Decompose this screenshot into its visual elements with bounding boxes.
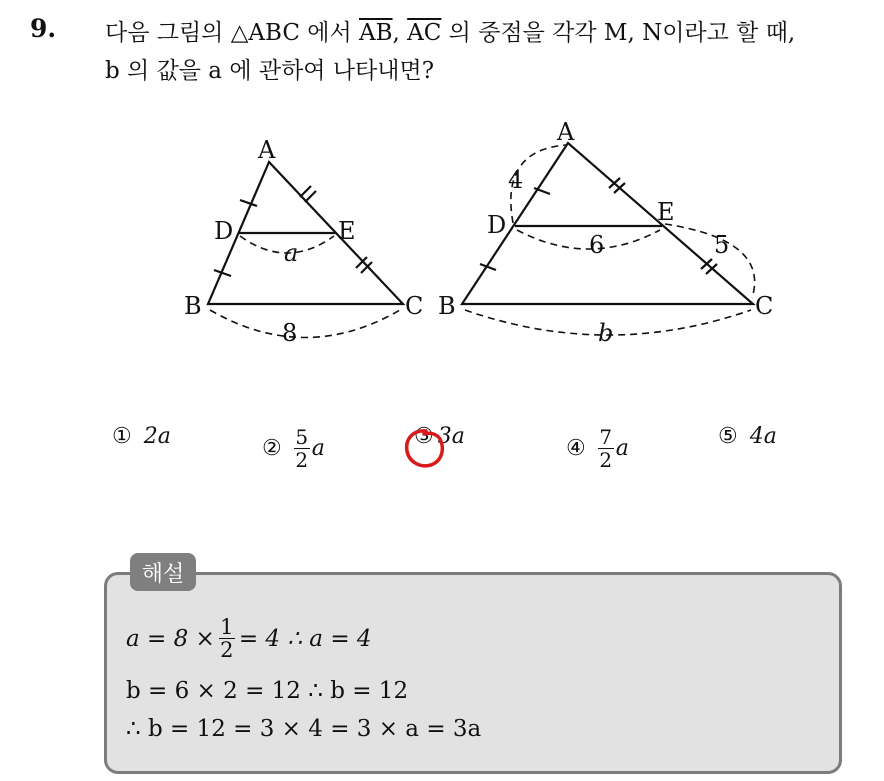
right-label-c: C — [755, 292, 774, 320]
right-label-d: D — [487, 211, 507, 239]
question-number: 9. — [30, 14, 57, 43]
choice-3[interactable]: ③ 3a — [414, 424, 465, 449]
solution-tag: 해설 — [130, 553, 196, 591]
left-de-value: a — [284, 239, 299, 267]
right-label-e: E — [657, 198, 675, 226]
triangle-figure — [0, 110, 884, 370]
solution-box — [104, 572, 842, 774]
solution-line-2: b = 6 × 2 = 12 ∴ b = 12 — [126, 678, 409, 704]
question-text — [105, 14, 865, 90]
answer-mark-icon — [402, 426, 448, 472]
question-line-2: b 의 값을 a 에 관하여 나타내면? — [105, 58, 435, 84]
left-label-d: D — [214, 217, 234, 245]
segment-ab: $\overline{AB}$ — [359, 20, 393, 46]
fraction: $\frac{5}{2}$ — [295, 425, 309, 472]
choice-1[interactable]: ① 2a — [112, 424, 171, 449]
right-de-value: 6 — [589, 231, 605, 259]
segment-ac: $\overline{AC}$ — [407, 20, 442, 46]
question-line-1: 다음 그림의 △ABC 에서 $\overline{AB}$, $\overline{AC}$ 의 중점을 각각 M, N이라고 할 때, — [105, 20, 796, 46]
solution-line-3: ∴ b = 12 = 3 × 4 = 3 × a = 3a — [126, 716, 482, 742]
fraction: $\frac{1}{2}$ — [220, 615, 234, 662]
right-ec-value: 5 — [714, 231, 730, 259]
right-ad-value: 4 — [508, 166, 524, 194]
left-label-a: A — [258, 136, 276, 164]
right-label-b: B — [438, 292, 456, 320]
left-label-b: B — [184, 292, 202, 320]
choice-2[interactable]: ② $\frac{5}{2}$ a — [262, 425, 325, 472]
right-label-a: A — [557, 118, 575, 146]
left-label-c: C — [405, 292, 424, 320]
choice-5[interactable]: ⑤ 4a — [718, 424, 777, 449]
right-bc-value: b — [598, 319, 614, 347]
left-bc-value: 8 — [282, 319, 298, 347]
solution-line-1: a = 8 × $\frac{1}{2}$ = 4 ∴ a = 4 — [126, 615, 372, 662]
left-label-e: E — [338, 217, 356, 245]
choice-4[interactable]: ④ $\frac{7}{2}$ a — [566, 425, 629, 472]
fraction: $\frac{7}{2}$ — [599, 425, 613, 472]
